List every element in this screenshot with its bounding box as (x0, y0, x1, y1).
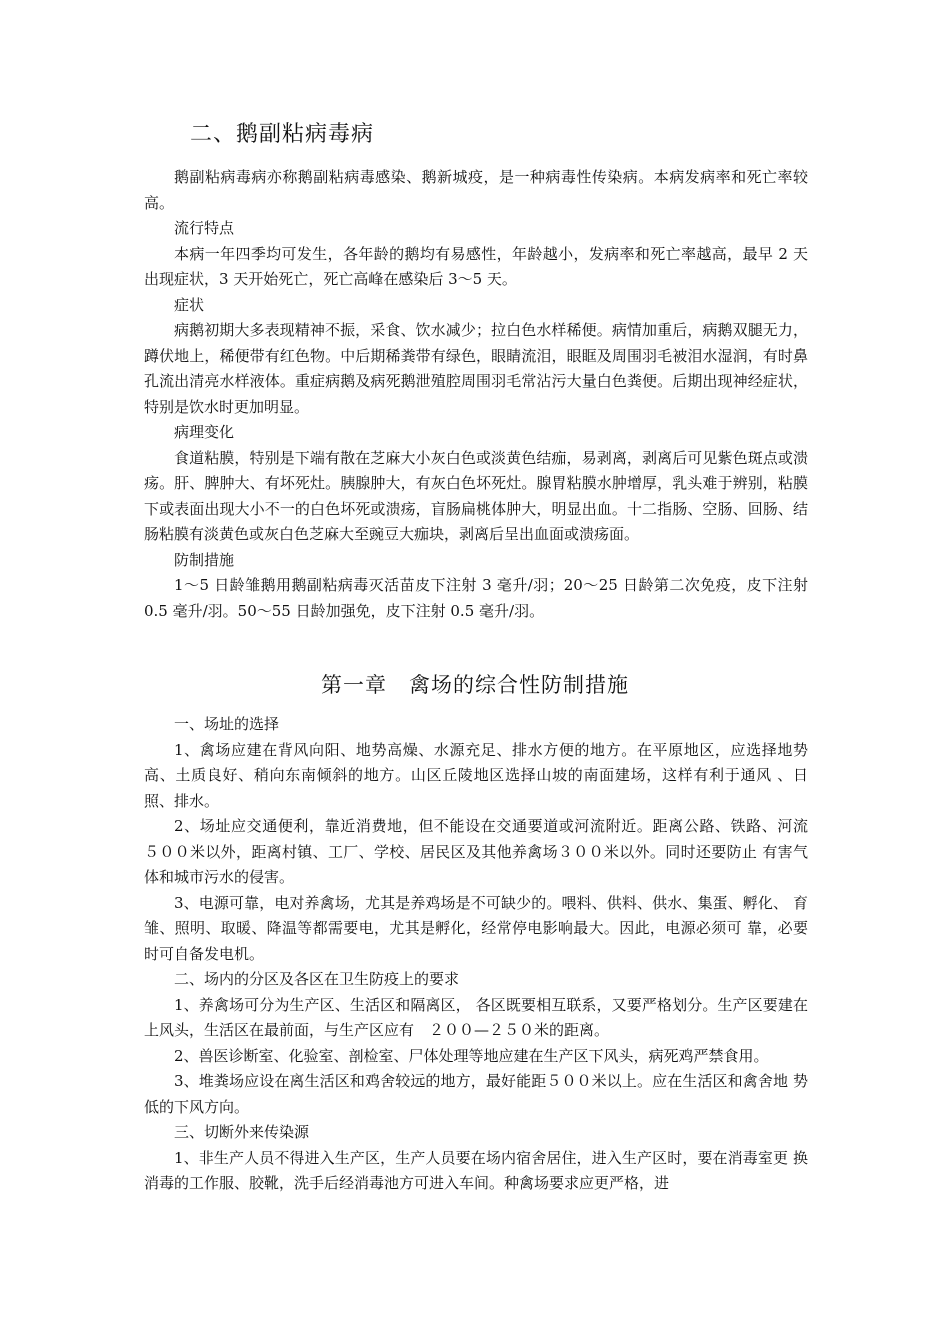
subheading: 二、场内的分区及各区在卫生防疫上的要求 (174, 970, 460, 988)
subheading: 症状 (174, 295, 205, 314)
subheading: 流行特点 (174, 219, 235, 237)
paragraph: 本病一年四季均可发生，各年龄的鹅均有易感性，年龄越小，发病率和死亡率越高，最早 2 天出现症状，3 天开始死亡，死亡高峰在感染后 3～5 天。 (144, 244, 808, 288)
paragraph: 3、堆粪场应设在离生活区和鸡舍较远的地方，最好能距５００米以上。应在生活区和禽舍地 势低的下风方向。 (144, 1072, 808, 1116)
subheading: 一、场址的选择 (174, 715, 280, 733)
subheading: 病理变化 (174, 423, 235, 441)
paragraph: 2、场址应交通便利，靠近消费地，但不能设在交通要道或河流附近。距离公路、铁路、河流 ５００米以外，距离村镇、工厂、学校、居民区及其他养禽场３００米以外。同时还要防止 有害气体和城市污水的侵害。 (144, 817, 824, 886)
paragraph: 1、禽场应建在背风向阳、地势高燥、水源充足、排水方便的地方。在平原地区，应选择地势 高、土质良好、稍向东南倾斜的地方。山区丘陵地区选择山坡的南面建场，这样有利于通风 、日照、排水。 (144, 740, 808, 810)
section-body (144, 165, 808, 624)
chapter-body (144, 712, 824, 1197)
paragraph: 鹅副粘病毒病亦称鹅副粘病毒感染、鹅新城疫，是一种病毒性传染病。本病发病率和死亡率较高。 (144, 168, 808, 212)
paragraph: 食道粘膜，特别是下端有散在芝麻大小灰白色或淡黄色结痂，易剥离，剥离后可见紫色斑点或溃疡。肝、脾肿大、有坏死灶。胰腺肿大，有灰白色坏死灶。腺胃粘膜水肿增厚，乳头难于辨别，粘膜下或表面出现大小不一的白色坏死或溃疡，盲肠扁桃体肿大，明显出血。十二指肠、空肠、回肠、结肠粘膜有淡黄色或灰白色芝麻大至豌豆大痂块，剥离后呈出血面或溃疡面。 (144, 448, 808, 543)
subheading: 三、切断外来传染源 (174, 1123, 310, 1141)
paragraph: 2、兽医诊断室、化验室、剖检室、尸体处理等地应建在生产区下风头，病死鸡严禁食用。 (174, 1046, 769, 1065)
paragraph: 1、养禽场可分为生产区、生活区和隔离区， 各区既要相互联系，又要严格划分。生产区要建在上风头，生活区在最前面，与生产区应有 ２００—２５０米的距离。 (144, 995, 808, 1039)
paragraph: 病鹅初期大多表现精神不振，采食、饮水减少；拉白色水样稀便。病情加重后，病鹅双腿无力，蹲伏地上，稀便带有红色物。中后期稀粪带有绿色，眼睛流泪，眼眶及周围羽毛被泪水湿润，有时鼻孔流出清亮水样液体。重症病鹅及病死鹅泄殖腔周围羽毛常沾污大量白色粪便。后期出现神经症状，特别是饮水时更加明显。 (144, 321, 808, 416)
paragraph: 1～5 日龄雏鹅用鹅副粘病毒灭活苗皮下注射 3 毫升/羽；20～25 日龄第二次免疫，皮下注射 0.5 毫升/羽。50～55 日龄加强免，皮下注射 0.5 毫升/羽。 (144, 576, 808, 620)
subheading: 防制措施 (174, 550, 235, 569)
paragraph: 1、非生产人员不得进入生产区，生产人员要在场内宿舍居住，进入生产区时，要在消毒室更 换消毒的工作服、胶靴，洗手后经消毒池方可进入车间。种禽场要求应更严格，进 (144, 1148, 808, 1192)
section-title: 二、鹅副粘病毒病 (190, 122, 375, 147)
chapter-title: 第一章 禽场的综合性防制措施 (321, 673, 629, 697)
paragraph: 3、电源可靠，电对养禽场，尤其是养鸡场是不可缺少的。喂料、供料、供水、集蛋、孵化、 育雏、照明、取暖、降温等都需要电，尤其是孵化，经常停电影响最大。因此，电源必须可 靠，必要时可自备发电机。 (144, 893, 808, 963)
